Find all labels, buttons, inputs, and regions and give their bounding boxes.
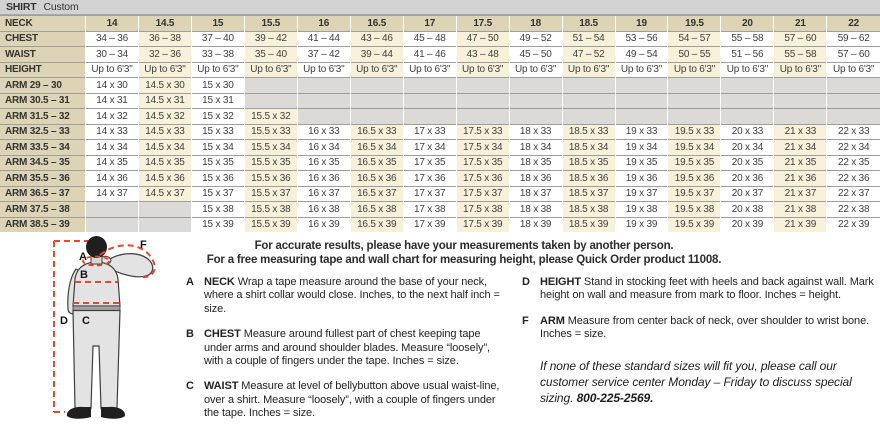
size-cell: 19 x 38 — [615, 202, 668, 218]
size-cell: 15.5 x 35 — [244, 155, 297, 171]
size-table-row — [0, 93, 880, 109]
size-cell: 16 x 39 — [297, 217, 350, 232]
size-cell: 14.5 x 36 — [138, 171, 191, 187]
size-cell: 59 – 62 — [827, 31, 880, 47]
instruction-text: Wrap a tape measure around the base of your neck, where a shirt collar would close. Inches, to the next half inch = size. — [204, 276, 500, 315]
size-cell: 17 x 39 — [403, 217, 456, 232]
neck-size-column-header: 16 — [297, 16, 350, 32]
phone-number: 800-225-2569. — [576, 390, 654, 405]
size-cell: 14 x 36 — [86, 171, 139, 187]
size-cell: 43 – 48 — [456, 47, 509, 63]
row-header: ARM 36.5 – 37 — [0, 186, 86, 202]
size-cell: 22 x 36 — [827, 171, 880, 187]
size-cell: 17.5 x 34 — [456, 140, 509, 156]
size-cell: 15.5 x 33 — [244, 124, 297, 140]
size-table-row — [0, 31, 880, 47]
size-table-row — [0, 140, 880, 156]
row-header: HEIGHT — [0, 62, 86, 78]
size-cell: 17 x 33 — [403, 124, 456, 140]
empty-cell — [721, 93, 774, 109]
instruction-text: Measure from center back of neck, over shoulder to wrist bone. Inches = size. — [540, 314, 870, 341]
size-cell: 20 x 36 — [721, 171, 774, 187]
row-header: ARM 34.5 – 35 — [0, 155, 86, 171]
size-cell: 17.5 x 37 — [456, 186, 509, 202]
size-cell: 16.5 x 36 — [350, 171, 403, 187]
neck-size-column-header: 16.5 — [350, 16, 403, 32]
size-cell: 21 x 34 — [774, 140, 827, 156]
size-table-row — [0, 186, 880, 202]
figure-label-c: C — [82, 315, 90, 327]
size-cell: 14.5 x 37 — [138, 186, 191, 202]
neck-header-row — [0, 16, 880, 32]
special-sizing-note — [540, 358, 878, 406]
size-cell: 14 x 37 — [86, 186, 139, 202]
size-cell: 51 – 54 — [562, 31, 615, 47]
size-cell: 22 x 39 — [827, 217, 880, 232]
size-cell: 19 x 34 — [615, 140, 668, 156]
empty-cell — [297, 93, 350, 109]
neck-size-column-header: 20 — [721, 16, 774, 32]
size-cell: 18.5 x 38 — [562, 202, 615, 218]
empty-cell — [615, 93, 668, 109]
empty-cell — [827, 93, 880, 109]
size-cell: 30 – 34 — [86, 47, 139, 63]
size-cell: 14.5 x 34 — [138, 140, 191, 156]
intro-line-1: For accurate results, please have your measurements taken by another person. — [254, 240, 674, 252]
size-table-row — [0, 78, 880, 94]
figure-right-shoe — [101, 407, 125, 419]
size-cell: 39 – 42 — [244, 31, 297, 47]
measuring-instructions-section — [0, 232, 880, 445]
intro-line-2: For a free measuring tape and wall chart for measuring height, please Quick Order product 11008. — [206, 254, 722, 266]
size-cell: 15 x 37 — [191, 186, 244, 202]
size-cell: 19 x 33 — [615, 124, 668, 140]
size-cell: 15 x 36 — [191, 171, 244, 187]
size-cell: 53 – 56 — [615, 31, 668, 47]
size-cell: 57 – 60 — [827, 47, 880, 63]
empty-cell — [668, 109, 721, 125]
instruction-body — [540, 276, 878, 303]
empty-cell — [827, 109, 880, 125]
empty-cell — [774, 109, 827, 125]
empty-cell — [827, 78, 880, 94]
empty-cell — [615, 109, 668, 125]
size-cell: 35 – 40 — [244, 47, 297, 63]
size-cell: Up to 6'3" — [562, 62, 615, 78]
size-cell: 55 – 58 — [721, 31, 774, 47]
size-cell: 18 x 38 — [509, 202, 562, 218]
size-cell: 19.5 x 39 — [668, 217, 721, 232]
empty-cell — [138, 217, 191, 232]
table-title: SHIRT — [6, 1, 37, 13]
instruction-term: ARM — [540, 314, 568, 327]
empty-cell — [509, 78, 562, 94]
empty-cell — [86, 202, 139, 218]
empty-cell — [297, 109, 350, 125]
size-cell: 16.5 x 39 — [350, 217, 403, 232]
empty-cell — [297, 78, 350, 94]
empty-cell — [244, 93, 297, 109]
size-table-row — [0, 62, 880, 78]
size-cell: 15.5 x 37 — [244, 186, 297, 202]
size-cell: 16 x 38 — [297, 202, 350, 218]
size-cell: 39 – 44 — [350, 47, 403, 63]
instructions-right-items — [522, 276, 878, 342]
size-table-row — [0, 217, 880, 232]
size-cell: 20 x 38 — [721, 202, 774, 218]
size-cell: Up to 6'3" — [86, 62, 139, 78]
size-cell: 17 x 38 — [403, 202, 456, 218]
instruction-term: WAIST — [204, 380, 242, 393]
size-cell: 18.5 x 33 — [562, 124, 615, 140]
instruction-item-chest — [186, 328, 504, 368]
row-header: ARM 30.5 – 31 — [0, 93, 86, 109]
size-cell: 20 x 37 — [721, 186, 774, 202]
table-title-bar — [0, 0, 880, 15]
empty-cell — [562, 93, 615, 109]
instruction-letter: A — [186, 276, 194, 288]
note-text: If none of these standard sizes will fit you, please call our customer service center Monday – Friday to discuss special sizing. — [540, 358, 852, 405]
size-cell: 18 x 37 — [509, 186, 562, 202]
size-cell: 47 – 52 — [562, 47, 615, 63]
neck-size-column-header: 17.5 — [456, 16, 509, 32]
size-cell: 16.5 x 34 — [350, 140, 403, 156]
size-cell: 18.5 x 36 — [562, 171, 615, 187]
size-cell: 19.5 x 37 — [668, 186, 721, 202]
instructions-left-column — [186, 276, 504, 433]
instruction-body — [204, 380, 504, 420]
size-cell: 15.5 x 34 — [244, 140, 297, 156]
row-header: ARM 38.5 – 39 — [0, 217, 86, 232]
empty-cell — [86, 217, 139, 232]
size-cell: 17.5 x 36 — [456, 171, 509, 187]
size-cell: 49 – 52 — [509, 31, 562, 47]
empty-cell — [350, 109, 403, 125]
empty-cell — [721, 78, 774, 94]
size-cell: 18.5 x 34 — [562, 140, 615, 156]
row-header: ARM 35.5 – 36 — [0, 171, 86, 187]
neck-size-column-header: 19 — [615, 16, 668, 32]
size-cell: Up to 6'3" — [456, 62, 509, 78]
instruction-letter: B — [186, 328, 194, 341]
figure-label-f: F — [140, 239, 147, 251]
neck-size-column-header: 18.5 — [562, 16, 615, 32]
neck-size-column-header: 19.5 — [668, 16, 721, 32]
size-cell: 17.5 x 38 — [456, 202, 509, 218]
size-cell: 16.5 x 37 — [350, 186, 403, 202]
size-cell: 19 x 35 — [615, 155, 668, 171]
size-cell: 20 x 39 — [721, 217, 774, 232]
size-cell: Up to 6'3" — [403, 62, 456, 78]
measurement-figure-svg — [46, 236, 184, 436]
figure-label-d: D — [60, 315, 68, 327]
size-cell: 14.5 x 33 — [138, 124, 191, 140]
empty-cell — [721, 109, 774, 125]
size-cell: 15 x 38 — [191, 202, 244, 218]
instruction-letter: C — [186, 380, 194, 393]
size-cell: 17 x 36 — [403, 171, 456, 187]
instruction-letter: D — [522, 276, 530, 288]
size-cell: 21 x 37 — [774, 186, 827, 202]
size-cell: 43 – 46 — [350, 31, 403, 47]
size-cell: 17.5 x 39 — [456, 217, 509, 232]
neck-size-column-header: 14.5 — [138, 16, 191, 32]
size-cell: 19.5 x 35 — [668, 155, 721, 171]
size-cell: 16.5 x 33 — [350, 124, 403, 140]
size-cell: 14 x 30 — [86, 78, 139, 94]
size-cell: 19.5 x 34 — [668, 140, 721, 156]
size-cell: Up to 6'3" — [827, 62, 880, 78]
size-cell: 18 x 34 — [509, 140, 562, 156]
size-cell: 19.5 x 33 — [668, 124, 721, 140]
empty-cell — [509, 93, 562, 109]
size-cell: 22 x 38 — [827, 202, 880, 218]
size-cell: 36 – 38 — [138, 31, 191, 47]
empty-cell — [456, 109, 509, 125]
instruction-letter: F — [522, 314, 529, 327]
figure-label-b: B — [80, 269, 88, 281]
figure-label-a: A — [79, 251, 87, 263]
instruction-body — [540, 315, 878, 342]
size-cell: 41 – 44 — [297, 31, 350, 47]
size-cell: Up to 6'3" — [509, 62, 562, 78]
size-cell: 15 x 33 — [191, 124, 244, 140]
measurement-figure — [46, 236, 184, 436]
size-cell: 21 x 39 — [774, 217, 827, 232]
size-cell: 16.5 x 38 — [350, 202, 403, 218]
size-table-row — [0, 47, 880, 63]
size-cell: 21 x 36 — [774, 171, 827, 187]
size-cell: 19 x 37 — [615, 186, 668, 202]
size-cell: 16 x 33 — [297, 124, 350, 140]
size-cell: 57 – 60 — [774, 31, 827, 47]
size-cell: 54 – 57 — [668, 31, 721, 47]
size-cell: 15.5 x 32 — [244, 109, 297, 125]
size-cell: 15.5 x 36 — [244, 171, 297, 187]
size-cell: 33 – 38 — [191, 47, 244, 63]
size-cell: 21 x 38 — [774, 202, 827, 218]
empty-cell — [668, 78, 721, 94]
empty-cell — [774, 78, 827, 94]
size-cell: 15 x 35 — [191, 155, 244, 171]
size-table-row — [0, 155, 880, 171]
empty-cell — [403, 93, 456, 109]
instruction-columns — [186, 276, 880, 433]
size-cell: 45 – 48 — [403, 31, 456, 47]
size-cell: 18 x 36 — [509, 171, 562, 187]
size-table-row — [0, 171, 880, 187]
size-cell: 14.5 x 32 — [138, 109, 191, 125]
instruction-term: CHEST — [204, 328, 244, 341]
empty-cell — [403, 78, 456, 94]
empty-cell — [562, 78, 615, 94]
size-cell: 15.5 x 39 — [244, 217, 297, 232]
table-subtitle: Custom — [43, 1, 79, 13]
neck-size-column-header: 15 — [191, 16, 244, 32]
size-cell: 15 x 32 — [191, 109, 244, 125]
size-cell: 20 x 35 — [721, 155, 774, 171]
size-cell: 19 x 36 — [615, 171, 668, 187]
size-cell: 18.5 x 37 — [562, 186, 615, 202]
neck-size-column-header: 14 — [86, 16, 139, 32]
size-cell: Up to 6'3" — [138, 62, 191, 78]
empty-cell — [562, 109, 615, 125]
empty-cell — [774, 93, 827, 109]
size-cell: Up to 6'3" — [668, 62, 721, 78]
size-cell: 16 x 35 — [297, 155, 350, 171]
size-cell: Up to 6'3" — [350, 62, 403, 78]
size-cell: 14.5 x 35 — [138, 155, 191, 171]
size-cell: 15 x 31 — [191, 93, 244, 109]
size-cell: 15 x 30 — [191, 78, 244, 94]
size-cell: 18 x 39 — [509, 217, 562, 232]
instructions-right-column — [522, 276, 878, 433]
size-cell: 55 – 58 — [774, 47, 827, 63]
size-cell: 37 – 40 — [191, 31, 244, 47]
instruction-text: Stand in stocking feet with heels and back against wall. Mark height on wall and measure from mark to floor. Inches = height. — [540, 276, 874, 302]
size-cell: 19.5 x 36 — [668, 171, 721, 187]
size-cell: 18.5 x 39 — [562, 217, 615, 232]
row-header: ARM 29 – 30 — [0, 78, 86, 94]
size-cell: 32 – 36 — [138, 47, 191, 63]
empty-cell — [244, 78, 297, 94]
size-cell: 16.5 x 35 — [350, 155, 403, 171]
instruction-item-height — [522, 276, 878, 303]
size-cell: 16 x 36 — [297, 171, 350, 187]
figure-body — [67, 236, 153, 419]
size-cell: Up to 6'3" — [297, 62, 350, 78]
size-cell: 15 x 39 — [191, 217, 244, 232]
size-cell: 18.5 x 35 — [562, 155, 615, 171]
row-header: ARM 37.5 – 38 — [0, 202, 86, 218]
empty-cell — [350, 93, 403, 109]
neck-size-column-header: 18 — [509, 16, 562, 32]
empty-cell — [456, 78, 509, 94]
size-cell: 17.5 x 35 — [456, 155, 509, 171]
size-cell: 16 x 34 — [297, 140, 350, 156]
neck-size-column-header: 17 — [403, 16, 456, 32]
size-table-row — [0, 202, 880, 218]
empty-cell — [350, 78, 403, 94]
size-cell: 14 x 35 — [86, 155, 139, 171]
empty-cell — [509, 109, 562, 125]
row-header: CHEST — [0, 31, 86, 47]
neck-size-column-header: 21 — [774, 16, 827, 32]
instruction-body — [204, 276, 504, 316]
size-cell: Up to 6'3" — [615, 62, 668, 78]
instruction-term: HEIGHT — [540, 276, 584, 288]
row-header: ARM 31.5 – 32 — [0, 109, 86, 125]
size-cell: Up to 6'3" — [721, 62, 774, 78]
instruction-item-arm — [522, 315, 878, 342]
instruction-text: Measure around fullest part of chest keeping tape under arms and around shoulder blades. Measure “loosely”, with a couple of fingers under the tape. Inches = size. — [204, 328, 490, 368]
size-cell: 17.5 x 33 — [456, 124, 509, 140]
size-cell: 20 x 34 — [721, 140, 774, 156]
instruction-text: Measure at level of bellybutton above usual waist-line, over a shirt. Measure “loosely”, with a couple of fingers under the tape. Inches = size. — [204, 380, 500, 420]
size-cell: 14 x 31 — [86, 93, 139, 109]
size-cell: 22 x 33 — [827, 124, 880, 140]
instruction-item-neck — [186, 276, 504, 316]
row-header: ARM 33.5 – 34 — [0, 140, 86, 156]
instruction-item-waist — [186, 380, 504, 420]
empty-cell — [615, 78, 668, 94]
row-header: NECK — [0, 16, 86, 32]
size-cell: 47 – 50 — [456, 31, 509, 47]
size-cell: 17 x 34 — [403, 140, 456, 156]
size-cell: 16 x 37 — [297, 186, 350, 202]
size-cell: 41 – 46 — [403, 47, 456, 63]
empty-cell — [668, 93, 721, 109]
size-table — [0, 15, 880, 232]
size-cell: 45 – 50 — [509, 47, 562, 63]
size-cell: 51 – 56 — [721, 47, 774, 63]
size-cell: 22 x 37 — [827, 186, 880, 202]
size-cell: 20 x 33 — [721, 124, 774, 140]
size-cell: 49 – 54 — [615, 47, 668, 63]
row-header: WAIST — [0, 47, 86, 63]
size-cell: 21 x 35 — [774, 155, 827, 171]
figure-left-shoe — [67, 407, 91, 419]
empty-cell — [138, 202, 191, 218]
size-cell: 50 – 55 — [668, 47, 721, 63]
instruction-body — [204, 328, 504, 368]
size-table-row — [0, 124, 880, 140]
size-cell: Up to 6'3" — [774, 62, 827, 78]
size-cell: 15 x 34 — [191, 140, 244, 156]
size-cell: 34 – 36 — [86, 31, 139, 47]
size-cell: 14.5 x 30 — [138, 78, 191, 94]
size-cell: 18 x 35 — [509, 155, 562, 171]
figure-belt — [73, 306, 120, 311]
neck-size-column-header: 22 — [827, 16, 880, 32]
empty-cell — [403, 109, 456, 125]
size-cell: 14 x 33 — [86, 124, 139, 140]
neck-size-column-header: 15.5 — [244, 16, 297, 32]
row-header: ARM 32.5 – 33 — [0, 124, 86, 140]
size-cell: 18 x 33 — [509, 124, 562, 140]
size-cell: 21 x 33 — [774, 124, 827, 140]
instruction-term: NECK — [204, 276, 238, 288]
size-cell: Up to 6'3" — [244, 62, 297, 78]
size-cell: 19 x 39 — [615, 217, 668, 232]
size-cell: 19.5 x 38 — [668, 202, 721, 218]
size-cell: 22 x 35 — [827, 155, 880, 171]
size-table-row — [0, 109, 880, 125]
size-cell: 17 x 35 — [403, 155, 456, 171]
size-cell: 37 – 42 — [297, 47, 350, 63]
size-cell: 17 x 37 — [403, 186, 456, 202]
size-cell: 14.5 x 31 — [138, 93, 191, 109]
size-cell: Up to 6'3" — [191, 62, 244, 78]
size-cell: 14 x 34 — [86, 140, 139, 156]
size-cell: 15.5 x 38 — [244, 202, 297, 218]
figure-head — [86, 236, 107, 258]
size-cell: 22 x 34 — [827, 140, 880, 156]
size-cell: 14 x 32 — [86, 109, 139, 125]
empty-cell — [456, 93, 509, 109]
